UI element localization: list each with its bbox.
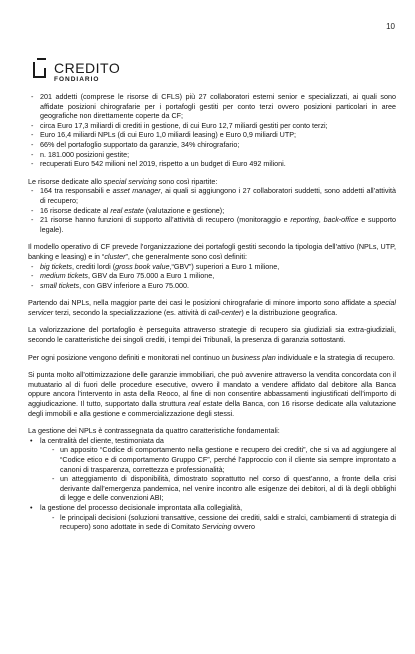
list-item: - big tickets, crediti lordi (gross book value,“GBV”) superiori a Euro 1 milione, (28, 262, 396, 272)
operating-model-paragraph: Il modello operativo di CF prevede l’organizzazione dei portafogli gestiti secondo la tipologia dell’attivo (NPLs, UTP, banking e leasing) e in “cluster”, che generalmente sono così definiti: (28, 242, 396, 261)
list-item: - Euro 16,4 miliardi NPLs (di cui Euro 1,0 miliardi leasing) e Euro 0,9 miliardi UTP; (28, 130, 396, 140)
guarantees-paragraph: Si punta molto all’ottimizzazione delle garanzie immobiliari, che può avvenire attraverso la vendita concordata con il mutuatario al di fuori delle procedure esecutive, ovvero il mandato a vendere affidato dal debitore alla Banca oppure ancora l’intervento in asta della Reoco, al fine di non consentire abbassamenti ingiustificati dell’importo di aggiudicazione. Il tutto, supportato dalla struttura real estate della Banca, con 16 risorse dedicate alla valutazione degli immobili e alla gestione e commercializzazione degli stessi. (28, 370, 396, 418)
valorizzazione-paragraph: La valorizzazione del portafoglio è perseguita attraverso strategie di recupero sia giudiziali sia extra-giudiziali, secondo le caratteristiche dei singoli crediti, i tempi dei Tribunali, la presenza di garanzia sottostanti. (28, 325, 396, 345)
key-figures-list (28, 92, 396, 169)
list-item: • la gestione del processo decisionale improntata alla collegialità, - le principali decisioni (soluzioni transattive, cessione dei crediti, saldi e stralci, cambiamenti di strategia di recupero) sono adottate in sede di Comitato Servicing ovvero (28, 503, 396, 532)
list-item: - small tickets, con GBV inferiore a Euro 75.000. (28, 281, 396, 291)
resources-intro: Le risorse dedicate allo special servicing sono così ripartite: (28, 176, 218, 186)
list-item: - circa Euro 17,3 miliardi di crediti in gestione, di cui Euro 12,7 miliardi gestiti per conto terzi; (28, 121, 396, 131)
npl-characteristics-list (28, 436, 396, 532)
list-item: - 164 tra responsabili e asset manager, ai quali si aggiungono i 27 collaboratori suddetti, sono addetti all’attività di recupero; (28, 186, 396, 205)
list-item: - 16 risorse dedicate al real estate (valutazione e gestione); (28, 206, 396, 216)
sub-list-item: - le principali decisioni (soluzioni transattive, cessione dei crediti, saldi e stralci, cambiamenti di strategia di recupero) sono adottate in sede di Comitato Servicing ovvero (40, 513, 396, 532)
resources-list (28, 186, 396, 234)
sub-list (40, 513, 396, 532)
list-item: • la centralità del cliente, testimoniata da - un apposito “Codice di comportamento nella gestione e recupero dei crediti”, che si va ad aggiungere al “Codice etico e di comportamento Gruppo CF”, perché l’approccio con il cliente sia sempre improntato a canoni di trasparenza, correttezza e professionalità; - un atteggiamento di disponibilità, dimostrato soprattutto nel corso di quest’anno, a fronte della crisi derivante dall’emergenza pandemica, nel venire incontro alle esigenze dei debitori, al di là degli obblighi di legge e delle convenzioni ABI; (28, 436, 396, 503)
list-item: - 201 addetti (comprese le risorse di CFLS) più 27 collaboratori esterni senior e specializzati, ai quali sono affidate posizioni chirografarie per i portafogli gestiti per conto terzi ovvero posizioni particolari in aree geografiche non direttamente coperte da CF; (28, 92, 396, 121)
list-item: - recuperati Euro 542 milioni nel 2019, rispetto a un budget di Euro 492 milioni. (28, 159, 396, 169)
document-body (28, 92, 396, 532)
cluster-list (28, 262, 396, 291)
sub-list (40, 445, 396, 503)
list-item: - n. 181.000 posizioni gestite; (28, 150, 396, 160)
page-number: 10 (386, 22, 395, 31)
logo-subtitle: FONDIARIO (54, 76, 100, 83)
list-item: - medium tickets, GBV da Euro 75.000 a Euro 1 milione, (28, 271, 396, 281)
monitoring-paragraph: Per ogni posizione vengono definiti e monitorati nel continuo un business plan individuale e la strategia di recupero. (28, 352, 395, 362)
logo-mark-icon (33, 62, 46, 78)
npl-paragraph: Partendo dai NPLs, nella maggior parte dei casi le posizioni chirografarie di minore importo sono affidate a special servicer terzi, secondo la specializzazione (es. attività di call-center) e la distribuzione geografica. (28, 298, 396, 317)
list-item: - 21 risorse hanno funzioni di supporto all’attività di recupero (monitoraggio e reporting, back-office e supporto legale). (28, 215, 396, 234)
sub-list-item: - un apposito “Codice di comportamento nella gestione e recupero dei crediti”, che si va ad aggiungere al “Codice etico e di comportamento Gruppo CF”, perché l’approccio con il cliente sia sempre improntato a canoni di trasparenza, correttezza e professionalità; (40, 445, 396, 474)
list-item: - 66% del portafoglio supportato da garanzie, 34% chirografario; (28, 140, 396, 150)
logo-title: CREDITO (54, 60, 121, 76)
sub-list-item: - un atteggiamento di disponibilità, dimostrato soprattutto nel corso di quest’anno, a fronte della crisi derivante dall’emergenza pandemica, nel venire incontro alle esigenze dei debitori, al di là degli obblighi di legge e delle convenzioni ABI; (40, 474, 396, 503)
npl-management-intro: La gestione dei NPLs è contrassegnata da quattro caratteristiche fondamentali: (28, 426, 280, 436)
